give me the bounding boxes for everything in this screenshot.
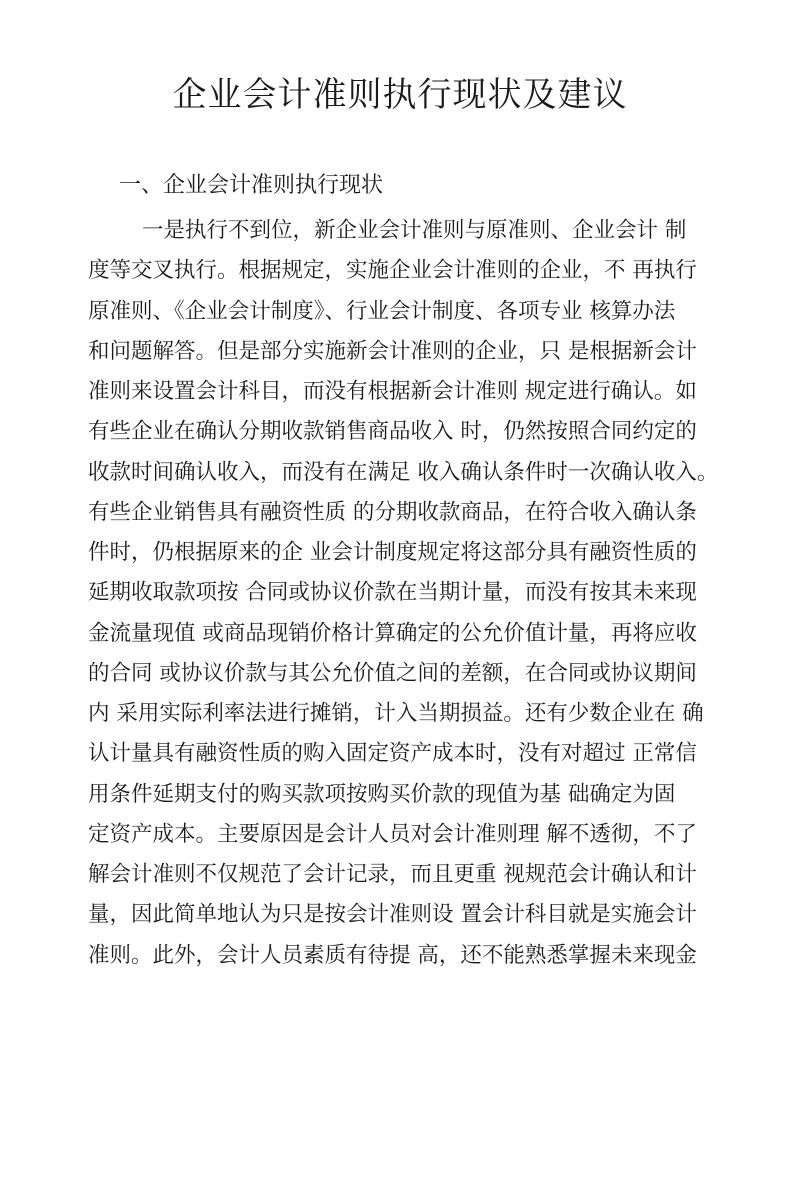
paragraph-line: 金流量现值 或商品现销价格计算确定的公允价值计量，再将应收 (88, 620, 697, 646)
paragraph-line: 用条件延期支付的购买款项按购买价款的现值为基 础确定为固 (88, 781, 676, 807)
paragraph-line: 和问题解答。但是部分实施新会计准则的企业，只 是根据新会计 (88, 338, 697, 364)
paragraph-line: 定资产成本。主要原因是会计人员对会计准则理 解不透彻，不了 (88, 821, 697, 847)
paragraph-line: 延期收取款项按 合同或协议价款在当期计量，而没有按其未来现 (88, 580, 697, 606)
paragraph-line: 有些企业在确认分期收款销售商品收入 时，仍然按照合同约定的 (88, 419, 697, 445)
document-title: 企业会计准则执行现状及建议 (172, 75, 628, 115)
paragraph-line: 原准则、《企业会计制度》、行业会计制度、各项专业 核算办法 (88, 298, 676, 324)
paragraph-line: 准则。此外，会计人员素质有待提 高，还不能熟悉掌握未来现金 (88, 942, 697, 968)
paragraph-line: 收款时间确认收入，而没有在满足 收入确认条件时一次确认收入。 (88, 459, 719, 485)
paragraph-line: 度等交叉执行。根据规定，实施企业会计准则的企业，不 再执行 (88, 258, 697, 284)
section-heading: 一、企业会计准则执行现状 (119, 173, 384, 198)
body-paragraph (88, 211, 728, 976)
paragraph-line: 件时，仍根据原来的企 业会计制度规定将这部分具有融资性质的 (88, 540, 697, 565)
paragraph-line: 准则来设置会计科目，而没有根据新会计准则 规定进行确认。如 (88, 379, 697, 404)
paragraph-line: 认计量具有融资性质的购入固定资产成本时，没有对超过 正常信 (88, 741, 697, 767)
paragraph-line: 一是执行不到位，新企业会计准则与原准则、企业会计 制 (142, 218, 687, 243)
paragraph-line: 量，因此简单地认为只是按会计准则设 置会计科目就是实施会计 (88, 902, 697, 928)
paragraph-line: 内 采用实际利率法进行摊销，计入当期损益。还有少数企业在 确 (88, 701, 704, 726)
paragraph-line: 解会计准则不仅规范了会计记录，而且更重 视规范会计确认和计 (88, 862, 697, 887)
paragraph-line: 有些企业销售具有融资性质 的分期收款商品，在符合收入确认条 (88, 499, 697, 525)
paragraph-line: 的合同 或协议价款与其公允价值之间的差额，在合同或协议期间 (88, 660, 697, 686)
